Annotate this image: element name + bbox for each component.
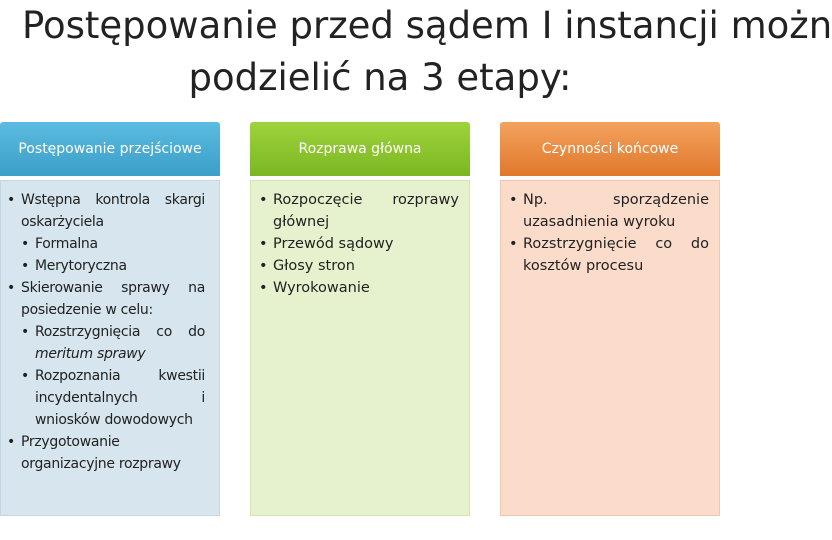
column-body (500, 180, 720, 516)
bullet-item: • Rozpoczęcie rozprawy głównej (259, 189, 459, 233)
column-header (250, 122, 470, 176)
column-body (250, 180, 470, 516)
column-final-actions (500, 122, 720, 516)
title-line-2: podzielić na 3 etapy: (188, 56, 572, 99)
column-preliminary (0, 122, 220, 516)
column-header-label: Postępowanie przejściowe (18, 140, 202, 157)
bullet-item: • Rozstrzygnięcie co do kosztów procesu (509, 233, 709, 277)
column-header (0, 122, 220, 176)
bullet-list (509, 189, 709, 277)
column-header-label: Rozprawa główna (298, 140, 422, 157)
bullet-item: • Głosy stron (259, 255, 459, 277)
sub-bullet-item: • Rozpoznania kwestii incydentalnych i wniosków dowodowych (7, 365, 205, 431)
column-header-label: Czynności końcowe (541, 140, 679, 157)
sub-bullet-item: • Formalna (7, 233, 205, 255)
bullet-item: • Np. sporządzenie uzasadnienia wyroku (509, 189, 709, 233)
sub-bullet-item: • Merytoryczna (7, 255, 205, 277)
column-body (0, 180, 220, 516)
bullet-item: • Przewód sądowy (259, 233, 459, 255)
column-main-trial (250, 122, 470, 516)
bullet-item: • Wyrokowanie (259, 277, 459, 299)
slide-title (0, 0, 832, 104)
sub-bullet-item (7, 321, 205, 365)
column-header (500, 122, 720, 176)
bullet-item: • Wstępna kontrola skargi oskarżyciela (7, 189, 205, 233)
bullet-list (259, 189, 459, 299)
sub-bullet-text: Rozstrzygnięcia co do (35, 324, 205, 340)
sub-bullet-italic-text: meritum sprawy (35, 346, 146, 362)
bullet-list (7, 189, 205, 475)
title-line-1: Postępowanie przed sądem I instancji możn (22, 4, 832, 47)
bullet-item: • Skierowanie sprawy na posiedzenie w celu: (7, 277, 205, 321)
bullet-item: • Przygotowanie organizacyjne rozprawy (7, 431, 205, 475)
